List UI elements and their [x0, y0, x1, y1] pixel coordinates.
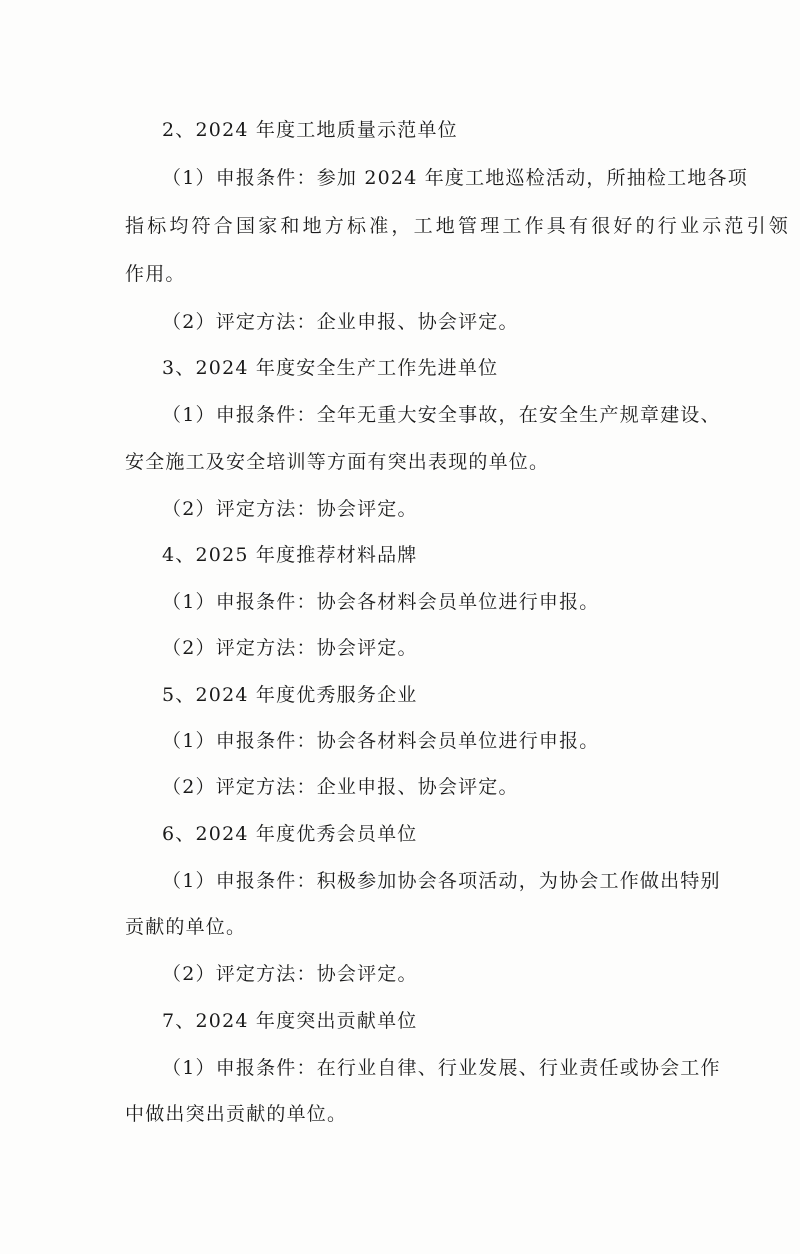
section-3-condition-cont: 安全施工及安全培训等方面有突出表现的单位。 [125, 451, 550, 473]
section-2-condition-cont-1: 指标均符合国家和地方标准，工地管理工作具有很好的行业示范引领 [125, 215, 792, 237]
section-5-method: （2）评定方法：企业申报、协会评定。 [162, 776, 519, 798]
section-5-heading: 5、2024 年度优秀服务企业 [162, 684, 418, 706]
section-6-condition-cont: 贡献的单位。 [125, 916, 247, 938]
section-3-method: （2）评定方法：协会评定。 [162, 498, 418, 520]
section-2-method: （2）评定方法：企业申报、协会评定。 [162, 311, 519, 333]
section-6-condition: （1）申报条件：积极参加协会各项活动，为协会工作做出特别 [162, 870, 721, 892]
section-3-condition: （1）申报条件：全年无重大安全事故，在安全生产规章建设、 [162, 404, 721, 426]
section-7-heading: 7、2024 年度突出贡献单位 [162, 1010, 418, 1032]
section-7-condition-cont: 中做出突出贡献的单位。 [125, 1103, 348, 1125]
section-2-condition-cont-2: 作用。 [125, 263, 186, 285]
section-5-condition: （1）申报条件：协会各材料会员单位进行申报。 [162, 730, 600, 752]
section-7-condition: （1）申报条件：在行业自律、行业发展、行业责任或协会工作 [162, 1057, 721, 1079]
section-4-condition: （1）申报条件：协会各材料会员单位进行申报。 [162, 591, 600, 613]
section-4-method: （2）评定方法：协会评定。 [162, 637, 418, 659]
section-2-condition: （1）申报条件：参加 2024 年度工地巡检活动，所抽检工地各项 [162, 167, 748, 189]
section-6-method: （2）评定方法：协会评定。 [162, 963, 418, 985]
section-3-heading: 3、2024 年度安全生产工作先进单位 [162, 357, 499, 379]
section-6-heading: 6、2024 年度优秀会员单位 [162, 823, 418, 845]
section-2-heading: 2、2024 年度工地质量示范单位 [162, 119, 458, 141]
section-4-heading: 4、2025 年度推荐材料品牌 [162, 544, 418, 566]
